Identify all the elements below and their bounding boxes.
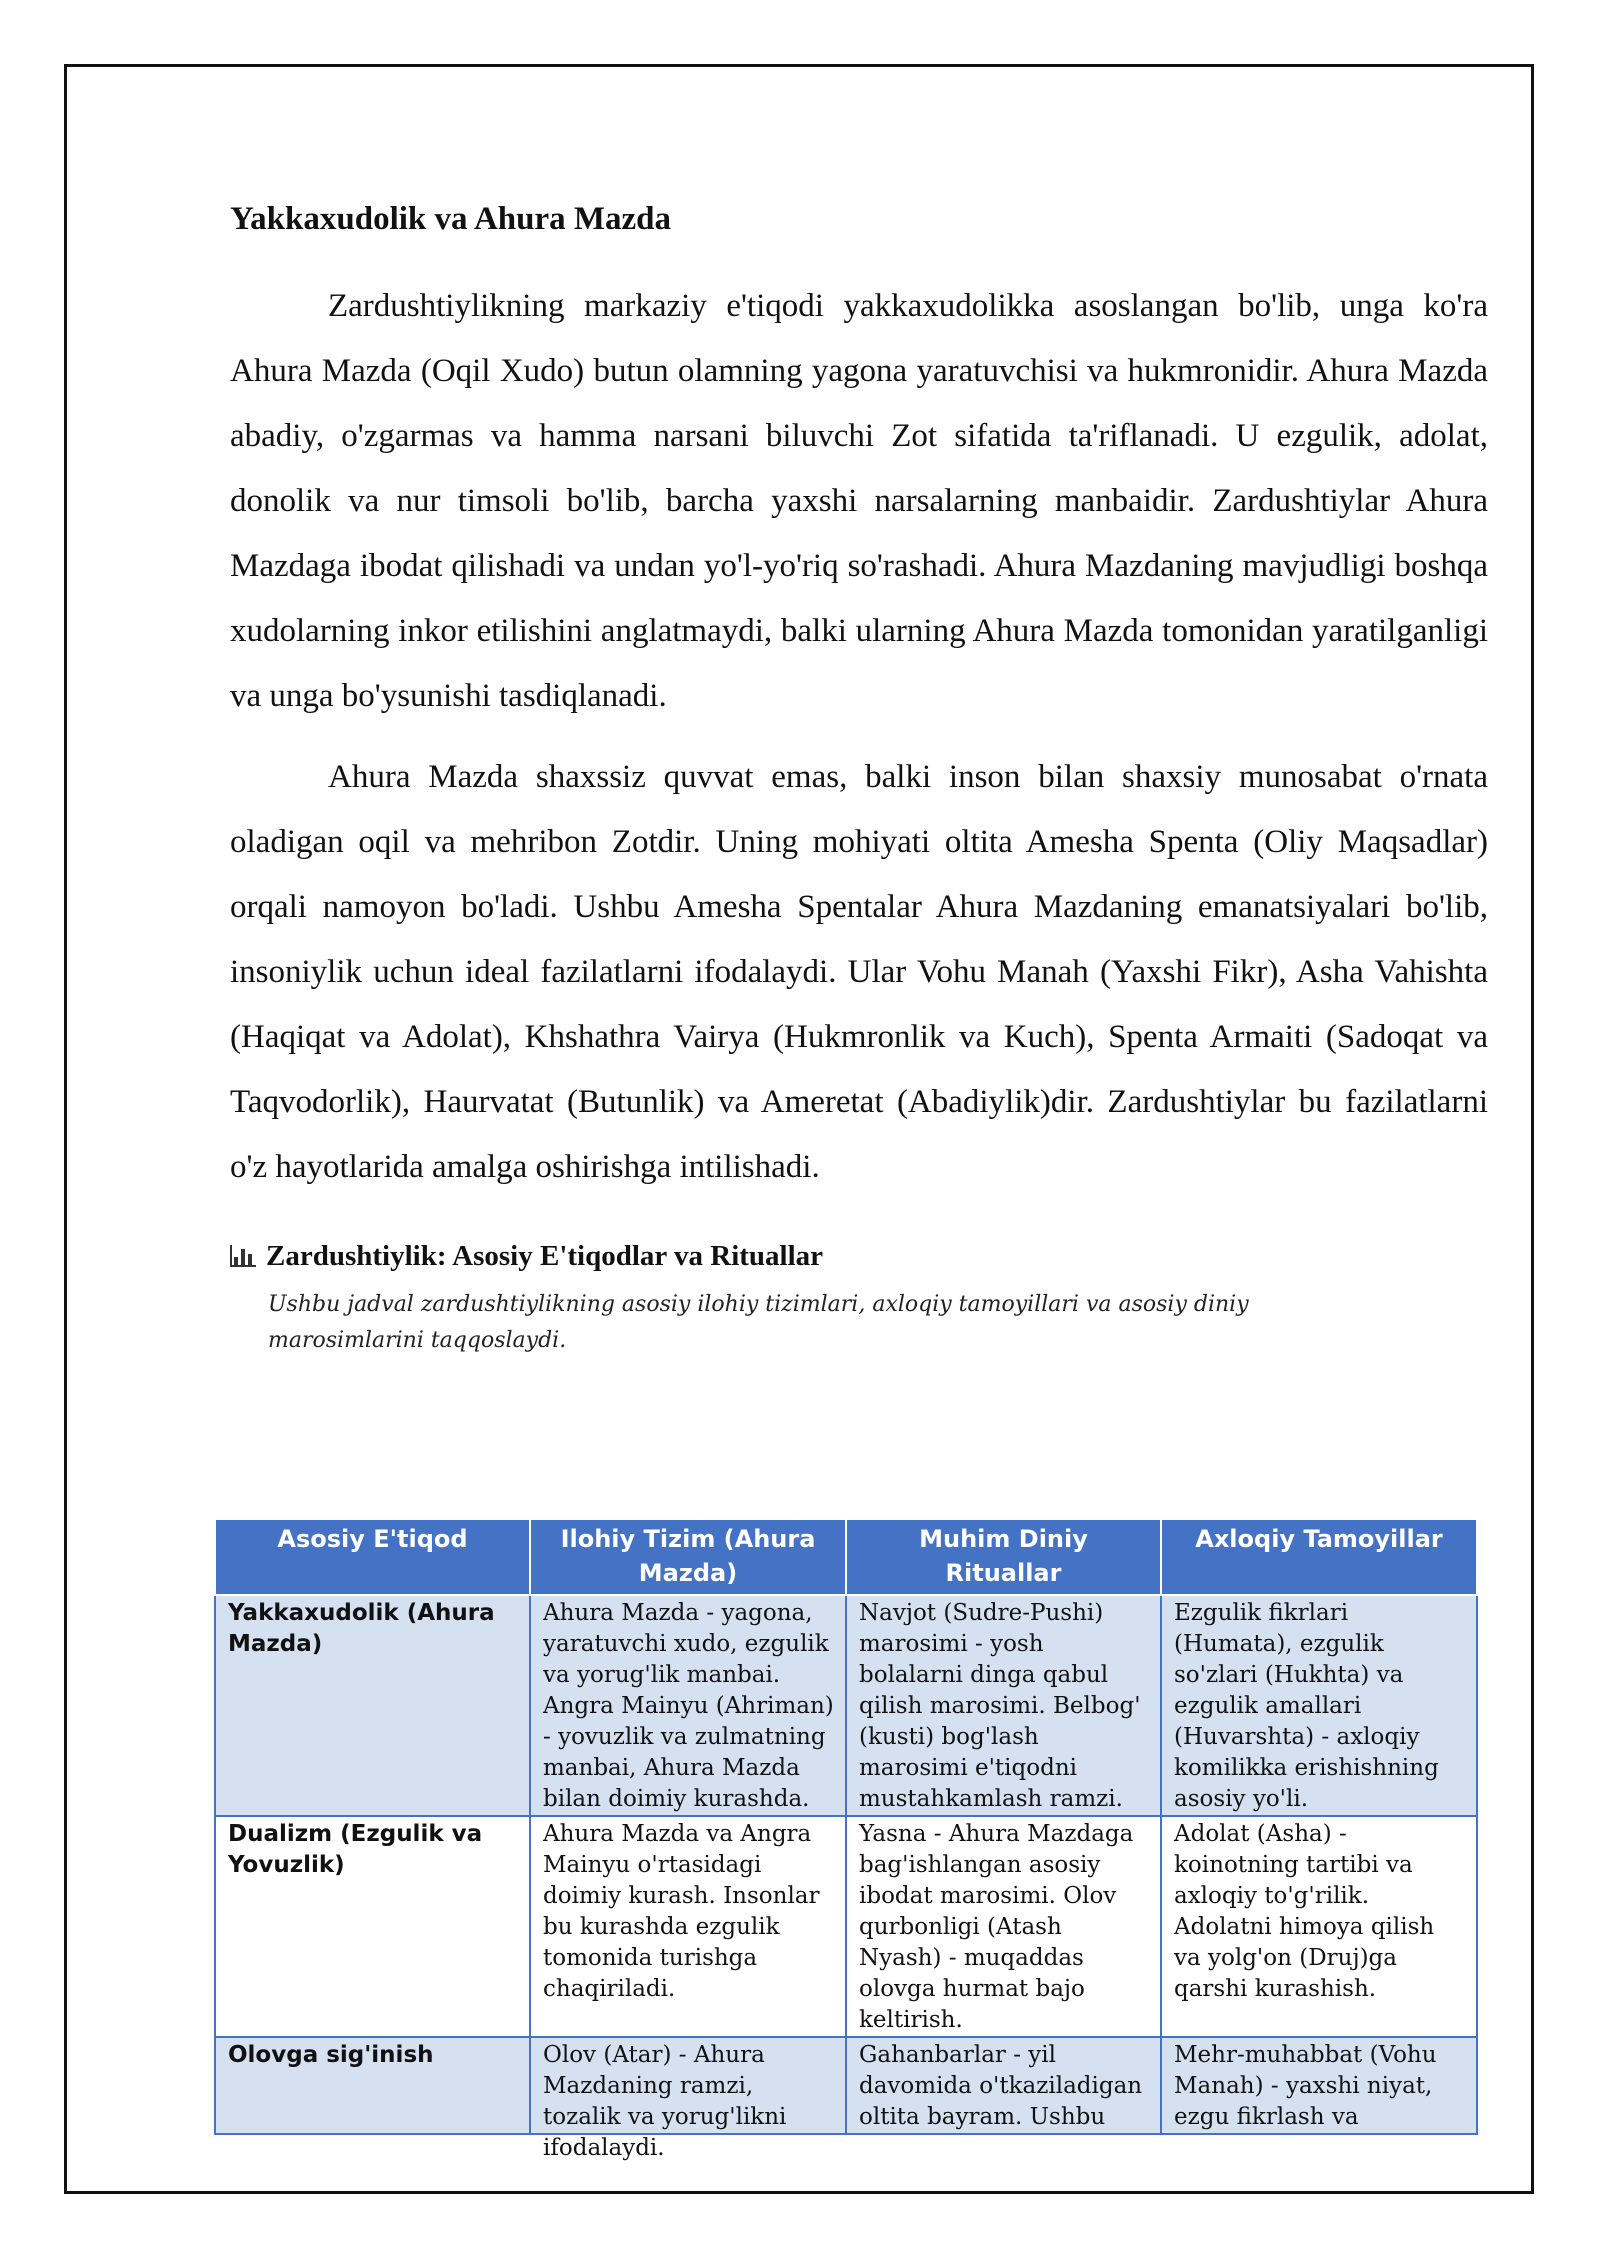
- beliefs-table: [214, 1518, 1478, 2161]
- table-cell: Dualizm (Ezgulik va Yovuzlik): [215, 1816, 530, 2037]
- table-cell: [530, 2037, 846, 2161]
- table-cell: [1161, 2037, 1477, 2134]
- table-header-row: [215, 1519, 1477, 1595]
- cell-text: Mehr-muhabbat (Vohu Manah) - yaxshi niyat, ezgu fikrlash va: [1174, 2042, 1437, 2130]
- table-cell: Ahura Mazda - yagona, yaratuvchi xudo, ezgulik va yorug'lik manbai. Angra Mainyu (Ahriman) - yovuzlik va zulmatning manbai, Ahura Mazda bilan doimiy kurashda.: [530, 1595, 846, 1816]
- column-header: Ilohiy Tizim (Ahura Mazda): [530, 1519, 846, 1595]
- table-cell: [846, 2037, 1161, 2134]
- paragraph-1: Zardushtiylikning markaziy e'tiqodi yakkaxudolikka asoslangan bo'lib, unga ko'ra Ahura Mazda (Oqil Xudo) butun olamning yagona yaratuvchisi va hukmronidir. Ahura Mazda abadiy, o'zgarmas va hamma narsani biluvchi Zot sifatida ta'riflanadi. U ezgulik, adolat, donolik va nur timsoli bo'lib, barcha yaxshi narsalarning manbaidir. Zardushtiylar Ahura Mazdaga ibodat qilishadi va undan yo'l-yo'riq so'rashadi. Ahura Mazdaning mavjudligi boshqa xudolarning inkor etilishini anglatmaydi, balki ularning Ahura Mazda tomonidan yaratilganligi va unga bo'ysunishi tasdiqlanadi.: [230, 287, 1488, 714]
- table-cell: Yasna - Ahura Mazdaga bag'ishlangan asosiy ibodat marosimi. Olov qurbonligi (Atash Nyash) - muqaddas olovga hurmat bajo keltirish.: [846, 1816, 1161, 2037]
- table-heading: [230, 1240, 1488, 1273]
- column-header: Muhim Diniy Rituallar: [846, 1519, 1161, 1595]
- beliefs-table-container: [214, 1518, 1476, 2161]
- column-header: Asosiy E'tiqod: [215, 1519, 530, 1595]
- table-cell: Ahura Mazda va Angra Mainyu o'rtasidagi doimiy kurash. Insonlar bu kurashda ezgulik tomonida turishga chaqiriladi.: [530, 1816, 846, 2037]
- table-cell: Yakkaxudolik (Ahura Mazda): [215, 1595, 530, 1816]
- cell-text: Olovga sig'inish: [228, 2042, 434, 2068]
- section-title: Yakkaxudolik va Ahura Mazda: [230, 201, 672, 237]
- table-cell: Adolat (Asha) - koinotning tartibi va axloqiy to'g'rilik. Adolatni himoya qilish va yolg'on (Druj)ga qarshi kurashish.: [1161, 1816, 1477, 2037]
- table-cell: [215, 2037, 530, 2134]
- cell-text: Gahanbarlar - yil davomida o'tkaziladigan oltita bayram. Ushbu: [859, 2042, 1143, 2130]
- table-cell: Ezgulik fikrlari (Humata), ezgulik so'zlari (Hukhta) va ezgulik amallari (Huvarshta) - axloqiy komilikka erishishning asosiy yo'li.: [1161, 1595, 1477, 1816]
- table-cell: Navjot (Sudre-Pushi) marosimi - yosh bolalarni dinga qabul qilish marosimi. Belbog' (kusti) bog'lash marosimi e'tiqodni mustahkamlash ramzi.: [846, 1595, 1161, 1816]
- column-header: Axloqiy Tamoyillar: [1161, 1519, 1477, 1595]
- table-row: [215, 1595, 1477, 1816]
- table-caption: Ushbu jadval zardushtiylikning asosiy ilohiy tizimlari, axloqiy tamoyillari va asosiy diniy marosimlarini taqqoslaydi.: [268, 1291, 1249, 1353]
- paragraph-2: Ahura Mazda shaxssiz quvvat emas, balki inson bilan shaxsiy munosabat o'rnata oladigan oqil va mehribon Zotdir. Uning mohiyati oltita Amesha Spenta (Oliy Maqsadlar) orqali namoyon bo'ladi. Ushbu Amesha Spentalar Ahura Mazdaning emanatsiyalari bo'lib, insoniylik uchun ideal fazilatlarni ifodalaydi. Ular Vohu Manah (Yaxshi Fikr), Asha Vahishta (Haqiqat va Adolat), Khshathra Vairya (Hukmronlik va Kuch), Spenta Armaiti (Sadoqat va Taqvodorlik), Haurvatat (Butunlik) va Ameretat (Abadiylik)dir. Zardushtiylar bu fazilatlarni o'z hayotlarida amalga oshirishga intilishadi.: [230, 758, 1488, 1185]
- table-title: Zardushtiylik: Asosiy E'tiqodlar va Rituallar: [266, 1239, 824, 1272]
- bar-chart-icon: [230, 1245, 256, 1267]
- table-row: [215, 1816, 1477, 2037]
- table-row: [215, 2037, 1477, 2134]
- document-body: [230, 200, 1488, 1359]
- cell-text: Olov (Atar) - Ahura Mazdaning ramzi, tozalik va yorug'likni ifodalaydi.: [543, 2042, 787, 2161]
